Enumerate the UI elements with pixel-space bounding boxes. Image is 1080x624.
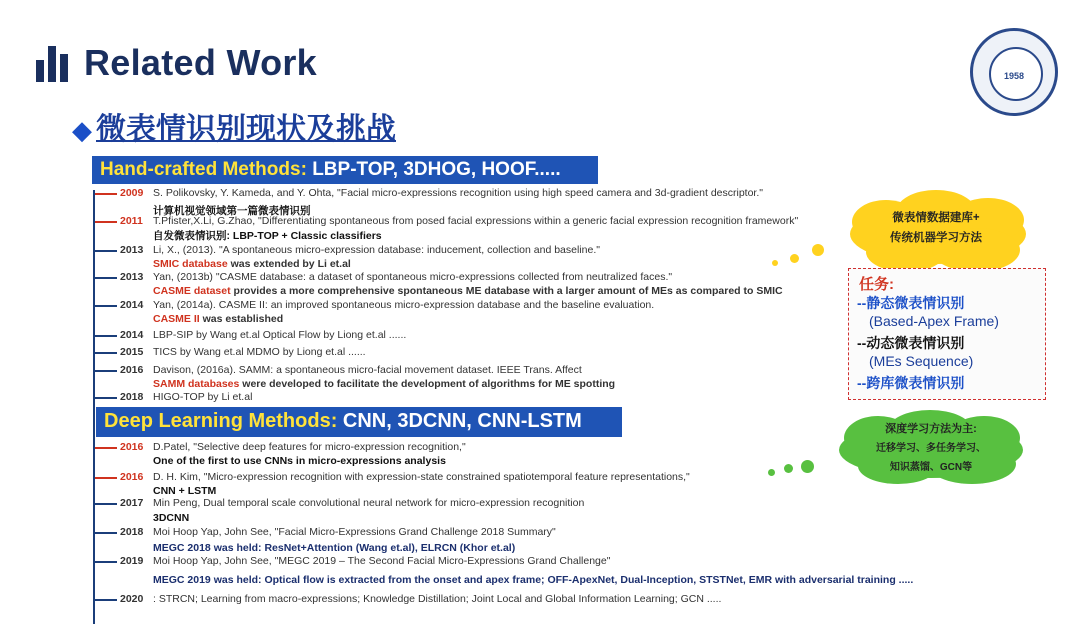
timeline-entry-text: [153, 313, 283, 325]
entry-body: Li, X., (2013). "A spontaneous micro-expression database: inducement, collection and baseline.": [153, 244, 600, 256]
cloud-dot: [790, 254, 799, 263]
entry-body: D. H. Kim, "Micro-expression recognition with expression-state constrained spatiotemporal feature representations,": [153, 471, 690, 483]
diamond-bullet-icon: ◆: [72, 115, 92, 145]
yellow-cloud-text: 微表情数据建库+ 传统机器学习方法: [890, 212, 982, 244]
entry-body: Yan, (2014a). CASME II: an improved spontaneous micro-expression database and the baseline evaluation.: [153, 299, 655, 311]
entry-body: Moi Hoop Yap, John See, "MEGC 2019 – The Second Facial Micro-Expressions Grand Challenge": [153, 555, 611, 567]
timeline-tick: [95, 532, 117, 534]
entry-body: TICS by Wang et.al MDMO by Liong et.al ......: [153, 346, 366, 358]
timeline-entry-text: [153, 574, 913, 586]
timeline-entry-text: [153, 593, 721, 605]
timeline-year: 2013: [120, 271, 144, 283]
task-box: [848, 268, 1046, 400]
entry-body: 自发微表情识别: LBP-TOP + Classic classifiers: [153, 230, 382, 242]
task-item-crossdb: --跨库微表情识别: [857, 375, 965, 391]
timeline-entry-text: [153, 542, 515, 554]
timeline-entry-text: [153, 271, 672, 283]
timeline-tick: [95, 352, 117, 354]
handcrafted-label: Hand-crafted Methods:: [100, 159, 307, 180]
entry-body: Moi Hoop Yap, John See, "Facial Micro-Expressions Grand Challenge 2018 Summary": [153, 526, 556, 538]
entry-body: provides a more comprehensive spontaneous ME database with a larger amount of MEs as compared to SMIC: [230, 285, 783, 297]
timeline-tick: [95, 599, 117, 601]
page-title: Related Work: [84, 42, 317, 83]
timeline-year: 2016: [120, 364, 144, 376]
cloud-dot: [768, 469, 775, 476]
timeline-entry-text: [153, 187, 763, 199]
timeline-entry-text: [153, 299, 654, 311]
timeline-tick: [95, 193, 117, 195]
entry-body: One of the first to use CNNs in micro-expressions analysis: [153, 455, 446, 467]
timeline-year: 2011: [120, 215, 143, 227]
timeline-year: 2014: [120, 299, 144, 311]
timeline-year: 2018: [120, 391, 144, 403]
timeline-entry-text: [153, 364, 582, 376]
university-logo: [970, 28, 1058, 116]
task-item-dynamic: --动态微表情识别: [857, 335, 965, 351]
timeline-year: 2019: [120, 555, 144, 567]
green-cloud-text: 深度学习方法为主: 迁移学习、多任务学习、 知识蒸馏、GCN等: [876, 423, 986, 473]
timeline-tick: [95, 277, 117, 279]
timeline-tick: [95, 335, 117, 337]
timeline-tick: [95, 370, 117, 372]
handcrafted-methods: LBP-TOP, 3DHOG, HOOF.....: [312, 159, 561, 180]
entry-body: were developed to facilitate the development of algorithms for ME spotting: [239, 378, 616, 390]
task-item-static-sub: (Based-Apex Frame): [869, 313, 999, 329]
timeline-year: 2016: [120, 471, 144, 483]
timeline-tick: [95, 561, 117, 563]
entry-highlight: SAMM databases: [153, 378, 240, 390]
timeline-entry-text: [153, 512, 189, 524]
timeline-entry-text: [153, 497, 584, 509]
timeline-tick: [95, 503, 117, 505]
timeline-tick: [95, 447, 117, 449]
task-item-dynamic-sub: (MEs Sequence): [869, 353, 974, 369]
deep-learning-section-header: [96, 407, 622, 437]
timeline-entry-text: [153, 485, 216, 497]
timeline-axis: [93, 190, 95, 624]
entry-body: CNN + LSTM: [153, 485, 217, 497]
bar-chart-icon: [36, 46, 70, 82]
cloud-dot: [772, 260, 778, 266]
timeline-year: 2016: [120, 441, 144, 453]
entry-body: T.Pfister,X.Li, G.Zhao, "Differentiating spontaneous from posed facial expressions within a generic facial expression recognition framework": [153, 215, 799, 227]
entry-body: was established: [199, 313, 284, 325]
entry-body: MEGC 2019 was held: Optical flow is extracted from the onset and apex frame; OFF-ApexNet, Dual-Inception, STSTNet, EMR with adversarial training .....: [153, 574, 914, 586]
task-title: 任务:: [859, 276, 894, 293]
entry-body: Davison, (2016a). SAMM: a spontaneous micro-facial movement dataset. IEEE Trans. Affect: [153, 364, 582, 376]
deep-methods: CNN, 3DCNN, CNN-LSTM: [342, 410, 582, 432]
timeline-entry-text: [153, 471, 690, 483]
timeline-entry-text: [153, 258, 351, 270]
page-subtitle: [72, 104, 396, 148]
timeline-tick: [95, 221, 117, 223]
timeline-entry-text: [153, 329, 406, 341]
timeline-tick: [95, 477, 117, 479]
entry-body: : STRCN; Learning from macro-expressions; Knowledge Distillation; Joint Local and Global Information Learning; GCN .....: [153, 593, 722, 605]
entry-body: was extended by Li et.al: [227, 258, 351, 270]
entry-body: Yan, (2013b) "CASME database: a dataset of spontaneous micro-expressions collected from neutralized faces.": [153, 271, 673, 283]
cloud-dot: [801, 460, 814, 473]
timeline-entry-text: [153, 455, 446, 467]
timeline-entry-text: [153, 441, 466, 453]
deep-label: Deep Learning Methods:: [104, 410, 338, 432]
timeline-year: 2009: [120, 187, 144, 199]
timeline-tick: [95, 250, 117, 252]
timeline-entry-text: [153, 526, 556, 538]
timeline-year: 2018: [120, 526, 144, 538]
timeline-year: 2015: [120, 346, 144, 358]
timeline-year: 2020: [120, 593, 144, 605]
cloud-dot: [784, 464, 793, 473]
timeline-entry-text: [153, 346, 366, 358]
entry-body: LBP-SIP by Wang et.al Optical Flow by Liong et.al ......: [153, 329, 407, 341]
timeline-entry-text: [153, 285, 783, 297]
logo-year: 1958: [1003, 71, 1025, 81]
entry-body: D.Patel, "Selective deep features for micro-expression recognition,": [153, 441, 466, 453]
entry-highlight: SMIC database: [153, 258, 228, 270]
timeline-entry-text: [153, 391, 252, 403]
entry-body: S. Polikovsky, Y. Kameda, and Y. Ohta, "Facial micro-expressions recognition using high speed camera and 3d-gradient descriptor.": [153, 187, 763, 199]
handcrafted-section-header: [92, 156, 598, 184]
timeline-entry-text: [153, 228, 382, 243]
timeline-entry-text: [153, 378, 615, 390]
timeline-tick: [95, 397, 117, 399]
timeline-year: 2017: [120, 497, 144, 509]
task-item-static: --静态微表情识别: [857, 295, 965, 311]
timeline-tick: [95, 305, 117, 307]
cloud-dot: [812, 244, 824, 256]
entry-highlight: CASME II: [153, 313, 200, 325]
timeline-year: 2014: [120, 329, 144, 341]
timeline-year: 2013: [120, 244, 144, 256]
subtitle-text: 微表情识别现状及挑战: [96, 113, 396, 146]
entry-body: 计算机视觉领域第一篇微表情识别: [153, 205, 311, 217]
entry-highlight: CASME dataset: [153, 285, 231, 297]
entry-body: HIGO-TOP by Li et.al: [153, 391, 253, 403]
entry-body: MEGC 2018 was held: ResNet+Attention (Wang et.al), ELRCN (Khor et.al): [153, 542, 516, 554]
timeline-entry-text: [153, 215, 798, 227]
timeline-entry-text: [153, 555, 610, 567]
timeline-entry-text: [153, 244, 600, 256]
entry-body: 3DCNN: [153, 512, 190, 524]
entry-body: Min Peng, Dual temporal scale convolutional neural network for micro-expression recognition: [153, 497, 585, 509]
